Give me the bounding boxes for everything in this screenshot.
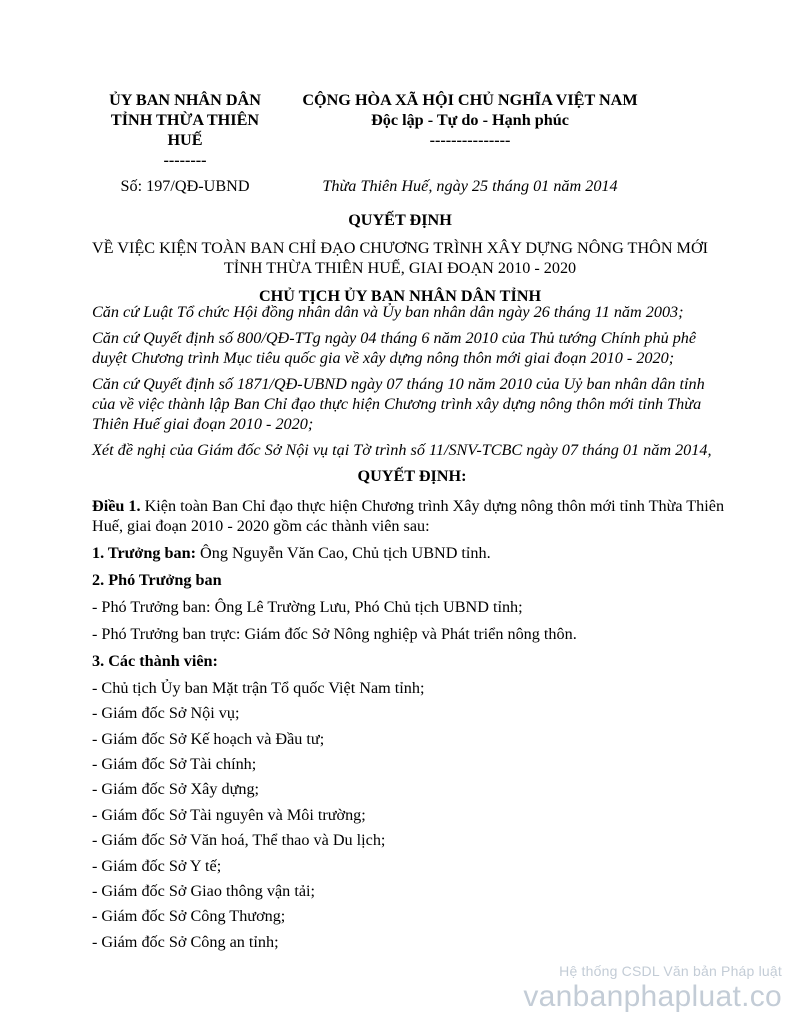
issuer-line-2: TỈNH THỪA THIÊN [110,111,260,129]
member-item: - Giám đốc Sở Văn hoá, Thể thao và Du lịch; [92,831,386,850]
document-title: QUYẾT ĐỊNH [348,211,452,229]
authority-heading: CHỦ TỊCH ỦY BAN NHÂN DÂN TỈNH [258,286,542,305]
article-1-label: Điều 1. [92,496,141,515]
issuer-line-1: ỦY BAN NHÂN DÂN [109,91,261,109]
document-date: Thừa Thiên Huế, ngày 25 tháng 01 năm 2014 [322,177,618,195]
member-item: - Giám đốc Sở Kế hoạch và Đầu tư; [92,729,325,748]
national-divider: --------------- [429,131,511,149]
watermark-site: vanbanphapluat.co [523,980,782,1013]
watermark [523,962,782,1013]
title-block [60,210,740,308]
member-item: - Giám đốc Sở Công Thương; [92,907,286,926]
committee-head-text: Ông Nguyễn Văn Cao, Chủ tịch UBND tỉnh. [196,543,491,562]
member-item: - Chủ tịch Ủy ban Mặt trận Tổ quốc Việt Nam tỉnh; [92,678,425,697]
national-motto: Độc lập - Tự do - Hạnh phúc [371,111,569,129]
document-subtitle [60,238,740,278]
deputies-heading: 2. Phó Trưởng ban [92,570,222,589]
member-item: - Giám đốc Sở Giao thông vận tải; [92,881,316,900]
member-item: - Giám đốc Sở Xây dựng; [92,780,260,799]
national-header [280,90,660,196]
issuer-divider: -------- [163,151,207,169]
subtitle-line-2: TỈNH THỪA THIÊN HUẾ, GIAI ĐOẠN 2010 - 2020 [223,258,577,277]
member-item: - Giám đốc Sở Tài chính; [92,755,257,774]
article-1 [92,496,732,536]
document-number: Số: 197/QĐ-UBND [120,177,250,195]
legal-basis-2: Căn cứ Quyết định số 800/QĐ-TTg ngày 04 tháng 6 năm 2010 của Thủ tướng Chính phủ phê duyệt Chương trình Mục tiêu quốc gia về xây dựng nông thôn mới giai đoạn 2010 - 2020; [92,329,697,367]
decision-heading: QUYẾT ĐỊNH: [357,467,467,485]
issuer-line-3: HUẾ [167,131,203,149]
national-title: CỘNG HÒA XÃ HỘI CHỦ NGHĨA VIỆT NAM [302,91,638,109]
member-item: - Giám đốc Sở Y tế; [92,856,222,875]
deputy-item: - Phó Trưởng ban: Ông Lê Trường Lưu, Phó Chủ tịch UBND tỉnh; [92,597,523,616]
document-body [92,302,732,957]
legal-basis-1: Căn cứ Luật Tổ chức Hội đồng nhân dân và Ủy ban nhân dân ngày 26 tháng 11 năm 2003; [92,303,684,321]
members-heading: 3. Các thành viên: [92,651,218,670]
deputy-item: - Phó Trưởng ban trực: Giám đốc Sở Nông nghiệp và Phát triển nông thôn. [92,624,577,643]
subtitle-line-1: VỀ VIỆC KIỆN TOÀN BAN CHỈ ĐẠO CHƯƠNG TRÌNH XÂY DỰNG NÔNG THÔN MỚI [91,238,709,257]
legal-basis-4: Xét đề nghị của Giám đốc Sở Nội vụ tại Tờ trình số 11/SNV-TCBC ngày 07 tháng 01 năm 2014, [92,441,712,459]
watermark-caption: Hệ thống CSDL Văn bản Pháp luật [559,963,782,980]
issuer-header [90,90,280,196]
member-item: - Giám đốc Sở Công an tỉnh; [92,932,279,951]
member-item: - Giám đốc Sở Nội vụ; [92,704,240,723]
committee-head-label: 1. Trưởng ban: [92,543,196,562]
committee-head [92,543,732,563]
article-1-text: Kiện toàn Ban Chỉ đạo thực hiện Chương trình Xây dựng nông thôn mới tỉnh Thừa Thiên Huế, giai đoạn 2010 - 2020 gồm các thành viên sau: [92,496,725,535]
legal-basis-3: Căn cứ Quyết định số 1871/QĐ-UBND ngày 07 tháng 10 năm 2010 của Uỷ ban nhân dân tỉnh của về việc thành lập Ban Chỉ đạo thực hiện Chương trình xây dựng nông thôn mới tỉnh Thừa Thiên Huế giai đoạn 2010 - 2020; [92,375,705,433]
member-item: - Giám đốc Sở Tài nguyên và Môi trường; [92,805,366,824]
